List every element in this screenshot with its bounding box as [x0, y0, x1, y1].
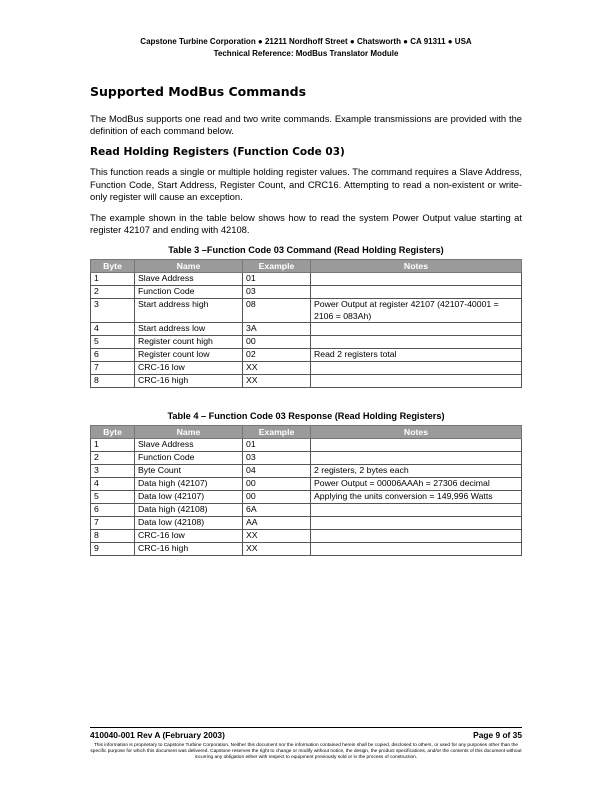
example-paragraph: The example shown in the table below shows how to read the system Power Output value starting at register 42107 and ending with 42108. — [90, 212, 522, 236]
table-row — [91, 349, 522, 362]
table3 — [90, 259, 522, 388]
table-row — [91, 517, 522, 530]
byte-cell: 7 — [91, 517, 135, 530]
name-cell: CRC-16 low — [135, 530, 243, 543]
name-cell: Data low (42108) — [135, 517, 243, 530]
name-cell: Data high (42108) — [135, 504, 243, 517]
example-cell: 6A — [243, 504, 311, 517]
table-row — [91, 530, 522, 543]
table-row — [91, 273, 522, 286]
byte-cell: 4 — [91, 323, 135, 336]
table-row — [91, 362, 522, 375]
byte-cell: 9 — [91, 543, 135, 556]
name-cell: Data high (42107) — [135, 478, 243, 491]
table-row — [91, 375, 522, 388]
example-cell: 08 — [243, 299, 311, 323]
table-row — [91, 543, 522, 556]
table-row — [91, 336, 522, 349]
byte-cell: 2 — [91, 452, 135, 465]
footer-divider — [90, 727, 522, 728]
notes-cell: Power Output at register 42107 (42107-40001 = 2106 = 083Ah) — [311, 299, 522, 323]
notes-cell: Power Output = 00006AAAh = 27306 decimal — [311, 478, 522, 491]
page-content — [90, 84, 522, 556]
name-cell: Function Code — [135, 286, 243, 299]
description-paragraph: This function reads a single or multiple holding register values. The command requires a Slave Address, Function Code, Start Address, Register Count, and CRC16. Attempting to read a non-existent or write-only register will cause an exception. — [90, 166, 522, 202]
table4-header-example: Example — [243, 426, 311, 439]
example-cell: 04 — [243, 465, 311, 478]
table-row — [91, 491, 522, 504]
example-cell: 00 — [243, 336, 311, 349]
notes-cell — [311, 530, 522, 543]
name-cell: CRC-16 high — [135, 375, 243, 388]
header-address: Capstone Turbine Corporation ● 21211 Nordhoff Street ● Chatsworth ● CA 91311 ● USA — [140, 37, 472, 46]
notes-cell — [311, 362, 522, 375]
table4-header-notes: Notes — [311, 426, 522, 439]
name-cell: Function Code — [135, 452, 243, 465]
table4-caption: Table 4 – Function Code 03 Response (Read Holding Registers) — [167, 411, 445, 422]
table3-caption: Table 3 –Function Code 03 Command (Read Holding Registers) — [168, 245, 444, 256]
table-row — [91, 452, 522, 465]
byte-cell: 1 — [91, 439, 135, 452]
example-cell: 00 — [243, 491, 311, 504]
example-cell: 01 — [243, 439, 311, 452]
name-cell: Start address low — [135, 323, 243, 336]
byte-cell: 4 — [91, 478, 135, 491]
notes-cell — [311, 375, 522, 388]
header-doc-title: Technical Reference: ModBus Translator Module — [213, 49, 399, 58]
byte-cell: 7 — [91, 362, 135, 375]
table-row — [91, 478, 522, 491]
example-cell: 03 — [243, 286, 311, 299]
footer-disclaimer: This information is proprietary to Capstone Turbine Corporation. Neither this document nor the information contained herein shall be copied, disclosed to others, or used for any purposes other than the specific purpose for which this document was delivered. Capstone reserves the right to change or modify without notice, the design, the product specifications, and/or the contents of this document without incurring any obligation either with respect to equipment previously sold or in the process of construction. — [90, 743, 522, 761]
table4-header-byte: Byte — [91, 426, 135, 439]
example-cell: 01 — [243, 273, 311, 286]
notes-cell — [311, 439, 522, 452]
byte-cell: 5 — [91, 491, 135, 504]
byte-cell: 8 — [91, 530, 135, 543]
name-cell: Register count high — [135, 336, 243, 349]
name-cell: CRC-16 low — [135, 362, 243, 375]
table-row — [91, 504, 522, 517]
intro-paragraph: The ModBus supports one read and two write commands. Example transmissions are provided with the definition of each command below. — [90, 113, 522, 137]
subsection-title: Read Holding Registers (Function Code 03) — [90, 146, 345, 159]
example-cell: 00 — [243, 478, 311, 491]
name-cell: Start address high — [135, 299, 243, 323]
name-cell: Data low (42107) — [135, 491, 243, 504]
table-row — [91, 323, 522, 336]
table-row — [91, 465, 522, 478]
byte-cell: 8 — [91, 375, 135, 388]
example-cell: XX — [243, 543, 311, 556]
name-cell: CRC-16 high — [135, 543, 243, 556]
notes-cell: Applying the units conversion = 149,996 Watts — [311, 491, 522, 504]
footer-doc-id: 410040-001 Rev A (February 2003) — [90, 730, 225, 740]
table-row — [91, 286, 522, 299]
notes-cell — [311, 323, 522, 336]
notes-cell — [311, 286, 522, 299]
table3-header-name: Name — [135, 260, 243, 273]
table3-header-byte: Byte — [91, 260, 135, 273]
table-row — [91, 299, 522, 323]
notes-cell — [311, 517, 522, 530]
example-cell: XX — [243, 530, 311, 543]
byte-cell: 2 — [91, 286, 135, 299]
notes-cell — [311, 543, 522, 556]
page-footer — [90, 727, 522, 762]
name-cell: Byte Count — [135, 465, 243, 478]
byte-cell: 3 — [91, 465, 135, 478]
byte-cell: 1 — [91, 273, 135, 286]
notes-cell — [311, 336, 522, 349]
table4-header-name: Name — [135, 426, 243, 439]
table-row — [91, 439, 522, 452]
notes-cell: Read 2 registers total — [311, 349, 522, 362]
page-header — [0, 36, 612, 60]
notes-cell — [311, 273, 522, 286]
example-cell: 02 — [243, 349, 311, 362]
table4 — [90, 425, 522, 556]
footer-page-number: Page 9 of 35 — [473, 730, 522, 740]
byte-cell: 6 — [91, 504, 135, 517]
table3-header-example: Example — [243, 260, 311, 273]
notes-cell — [311, 452, 522, 465]
example-cell: 3A — [243, 323, 311, 336]
table3-header-row — [91, 260, 522, 273]
name-cell: Slave Address — [135, 273, 243, 286]
name-cell: Register count low — [135, 349, 243, 362]
example-cell: AA — [243, 517, 311, 530]
example-cell: XX — [243, 375, 311, 388]
table4-header-row — [91, 426, 522, 439]
byte-cell: 3 — [91, 299, 135, 323]
section-title: Supported ModBus Commands — [90, 84, 307, 99]
byte-cell: 5 — [91, 336, 135, 349]
name-cell: Slave Address — [135, 439, 243, 452]
notes-cell — [311, 504, 522, 517]
table3-header-notes: Notes — [311, 260, 522, 273]
notes-cell: 2 registers, 2 bytes each — [311, 465, 522, 478]
example-cell: XX — [243, 362, 311, 375]
byte-cell: 6 — [91, 349, 135, 362]
example-cell: 03 — [243, 452, 311, 465]
